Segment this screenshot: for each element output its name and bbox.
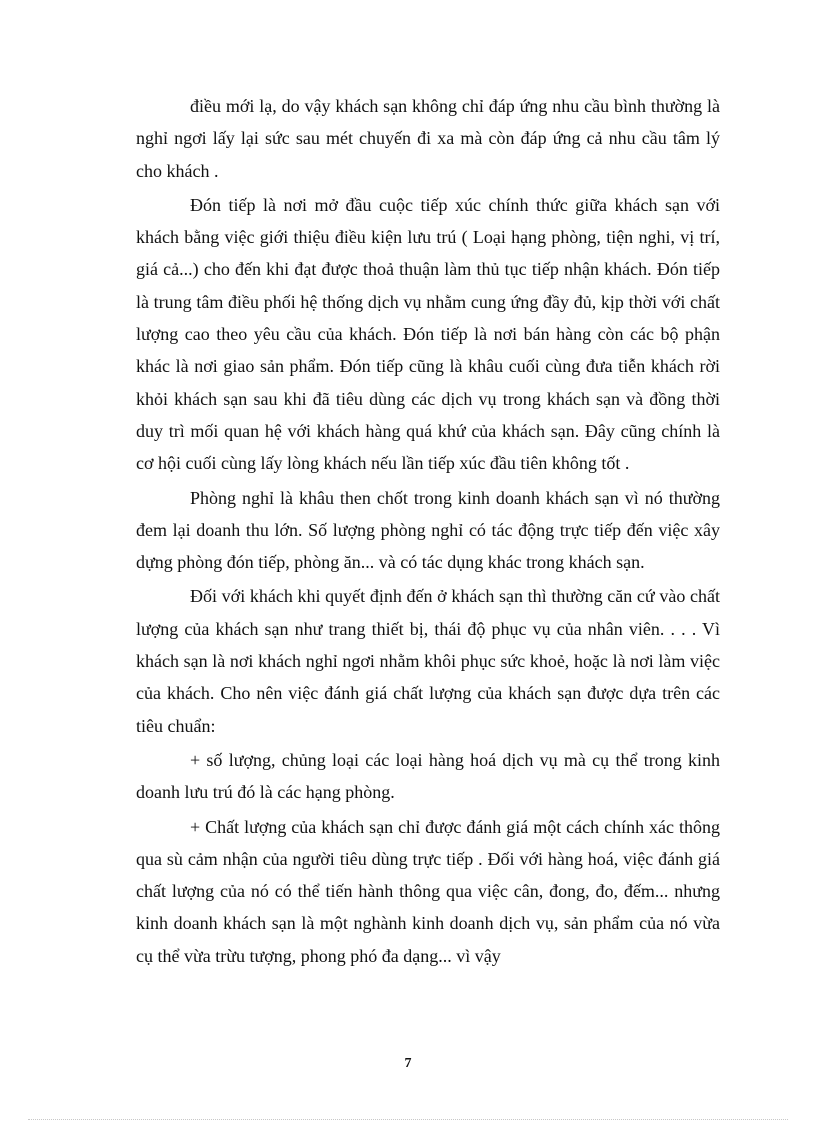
paragraph-5: + số lượng, chủng loại các loại hàng hoá dịch vụ mà cụ thể trong kinh doanh lưu trú đó là các hạng phòng. [136,749,720,803]
document-body [136,90,720,974]
paragraph-1: điều mới lạ, do vậy khách sạn không chỉ đáp ứng nhu cầu bình thường là nghỉ ngơi lấy lại sức sau mét chuyến đi xa mà còn đáp ứng cả nhu cầu tâm lý cho khách . [136,96,720,181]
paragraph-6: + Chất lượng của khách sạn chỉ được đánh giá một cách chính xác thông qua sù cảm nhận của người tiêu dùng trực tiếp . Đối với hàng hoá, việc đánh giá chất lượng của nó có thể tiến hành thông qua việc cân, đong, đo, đếm... nhưng kinh doanh khách sạn là một nghành kinh doanh dịch vụ, sản phẩm của nó vừa cụ thể vừa trừu tượng, phong phó đa dạng... vì vậy [136,816,720,966]
paragraph-3: Phòng nghỉ là khâu then chốt trong kinh doanh khách sạn vì nó thường đem lại doanh thu lớn. Số lượng phòng nghỉ có tác động trực tiếp đến việc xây dựng phòng đón tiếp, phòng ăn... và có tác dụng khác trong khách sạn. [136,487,720,573]
paragraph-4: Đối với khách khi quyết định đến ở khách sạn thì thường căn cứ vào chất lượng của khách sạn như trang thiết bị, thái độ phục vụ của nhân viên. . . . Vì khách sạn là nơi khách nghỉ ngơi nhằm khôi phục sức khoẻ, hoặc là nơi làm việc của khách. Cho nên việc đánh giá chất lượng của khách sạn được dựa trên các tiêu chuẩn: [136,586,720,736]
footer-divider [28,1119,788,1120]
paragraph-2: Đón tiếp là nơi mở đầu cuộc tiếp xúc chính thức giữa khách sạn với khách bằng việc giới thiệu điều kiện lưu trú ( Loại hạng phòng, tiện nghi, vị trí, giá cả...) cho đến khi đạt được thoả thuận làm thủ tục tiếp nhận khách. Đón tiếp là trung tâm điều phối hệ thống dịch vụ nhằm cung ứng đầy đủ, kịp thời với chất lượng cao theo yêu cầu của khách. Đón tiếp là nơi bán hàng còn các bộ phận khác là nơi giao sản phẩm. Đón tiếp cũng là khâu cuối cùng đưa tiễn khách rời khỏi khách sạn sau khi đã tiêu dùng các dịch vụ trong khách sạn và đồng thời duy trì mối quan hệ với khách hàng quá khứ của khách sạn. Đây cũng chính là cơ hội cuối cùng lấy lòng khách nếu lần tiếp xúc đầu tiên không tốt . [136,194,720,474]
page-number: 7 [404,1056,412,1071]
